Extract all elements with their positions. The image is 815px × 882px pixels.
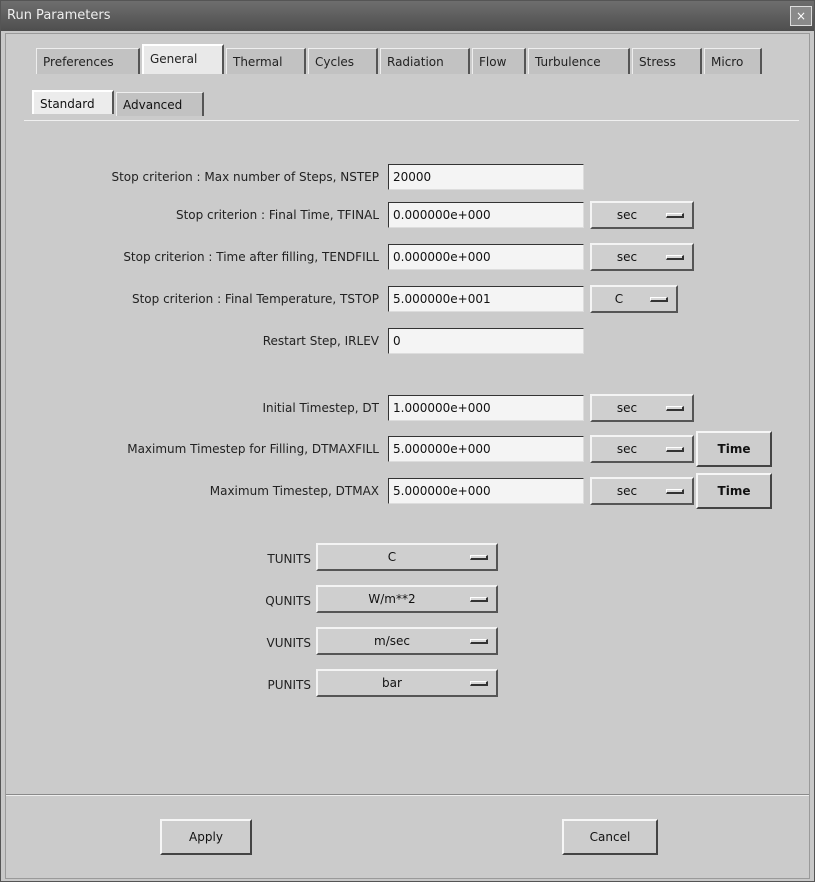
- window-title: Run Parameters: [7, 8, 111, 23]
- dropdown-indicator-icon: [666, 255, 684, 260]
- dt-unit-value: sec: [616, 401, 638, 415]
- dropdown-indicator-icon: [470, 681, 488, 686]
- tstop-label: Stop criterion : Final Temperature, TSTOP: [131, 292, 379, 306]
- dtmax-label: Maximum Timestep, DTMAX: [209, 484, 379, 498]
- irlev-input[interactable]: 0: [388, 328, 584, 354]
- tab-thermal[interactable]: Thermal: [226, 48, 306, 74]
- qunits-label: QUNITS: [265, 594, 311, 608]
- tendfill-unit-value: sec: [616, 250, 638, 264]
- apply-button[interactable]: Apply: [160, 819, 252, 855]
- vunits-label: VUNITS: [266, 636, 311, 650]
- dt-input[interactable]: 1.000000e+000: [388, 395, 584, 421]
- tendfill-input[interactable]: 0.000000e+000: [388, 244, 584, 270]
- irlev-label: Restart Step, IRLEV: [262, 334, 379, 348]
- dtmax-unit-dropdown[interactable]: [590, 477, 694, 505]
- close-icon[interactable]: ×: [790, 6, 812, 26]
- tab-radiation[interactable]: Radiation: [380, 48, 470, 74]
- dtmaxfill-label: Maximum Timestep for Filling, DTMAXFILL: [127, 442, 379, 456]
- tab-general[interactable]: General: [142, 44, 224, 74]
- qunits-dropdown[interactable]: [316, 585, 498, 613]
- punits-label: PUNITS: [267, 678, 311, 692]
- tunits-label: TUNITS: [267, 552, 311, 566]
- dropdown-indicator-icon: [666, 406, 684, 411]
- tunits-value: C: [387, 550, 397, 564]
- tab-preferences[interactable]: Preferences: [36, 48, 140, 74]
- dtmaxfill-input[interactable]: 5.000000e+000: [388, 436, 584, 462]
- vunits-dropdown[interactable]: [316, 627, 498, 655]
- punits-dropdown[interactable]: [316, 669, 498, 697]
- tstop-input[interactable]: 5.000000e+001: [388, 286, 584, 312]
- vunits-value: m/sec: [374, 634, 410, 648]
- nstep-label: Stop criterion : Max number of Steps, NSTEP: [111, 170, 379, 184]
- tstop-unit-dropdown[interactable]: [590, 285, 678, 313]
- tfinal-input[interactable]: 0.000000e+000: [388, 202, 584, 228]
- dtmaxfill-unit-dropdown[interactable]: [590, 435, 694, 463]
- dropdown-indicator-icon: [666, 489, 684, 494]
- tstop-unit-value: C: [614, 292, 624, 306]
- subtab-advanced[interactable]: Advanced: [116, 92, 204, 116]
- dropdown-indicator-icon: [666, 213, 684, 218]
- tfinal-unit-dropdown[interactable]: [590, 201, 694, 229]
- tab-micro[interactable]: Micro: [704, 48, 762, 74]
- tendfill-label: Stop criterion : Time after filling, TENDFILL: [123, 250, 379, 264]
- nstep-input[interactable]: 20000: [388, 164, 584, 190]
- dropdown-indicator-icon: [650, 297, 668, 302]
- tab-stress[interactable]: Stress: [632, 48, 702, 74]
- tfinal-unit-value: sec: [616, 208, 638, 222]
- dropdown-indicator-icon: [470, 555, 488, 560]
- dtmax-time-button[interactable]: Time: [696, 473, 772, 509]
- dropdown-indicator-icon: [470, 639, 488, 644]
- tfinal-label: Stop criterion : Final Time, TFINAL: [175, 208, 379, 222]
- tab-turbulence[interactable]: Turbulence: [528, 48, 630, 74]
- tab-flow[interactable]: Flow: [472, 48, 526, 74]
- footer-separator: [6, 794, 809, 796]
- subtab-standard[interactable]: Standard: [32, 90, 114, 114]
- tunits-dropdown[interactable]: [316, 543, 498, 571]
- title-bar: [1, 1, 814, 31]
- qunits-value: W/m**2: [368, 592, 416, 606]
- dialog-body: [5, 33, 810, 879]
- dtmaxfill-time-button[interactable]: Time: [696, 431, 772, 467]
- dropdown-indicator-icon: [666, 447, 684, 452]
- dt-label: Initial Timestep, DT: [262, 401, 379, 415]
- dropdown-indicator-icon: [470, 597, 488, 602]
- dt-unit-dropdown[interactable]: [590, 394, 694, 422]
- dtmax-unit-value: sec: [616, 484, 638, 498]
- dtmaxfill-unit-value: sec: [616, 442, 638, 456]
- punits-value: bar: [382, 676, 402, 690]
- dtmax-input[interactable]: 5.000000e+000: [388, 478, 584, 504]
- tendfill-unit-dropdown[interactable]: [590, 243, 694, 271]
- tab-cycles[interactable]: Cycles: [308, 48, 378, 74]
- cancel-button[interactable]: Cancel: [562, 819, 658, 855]
